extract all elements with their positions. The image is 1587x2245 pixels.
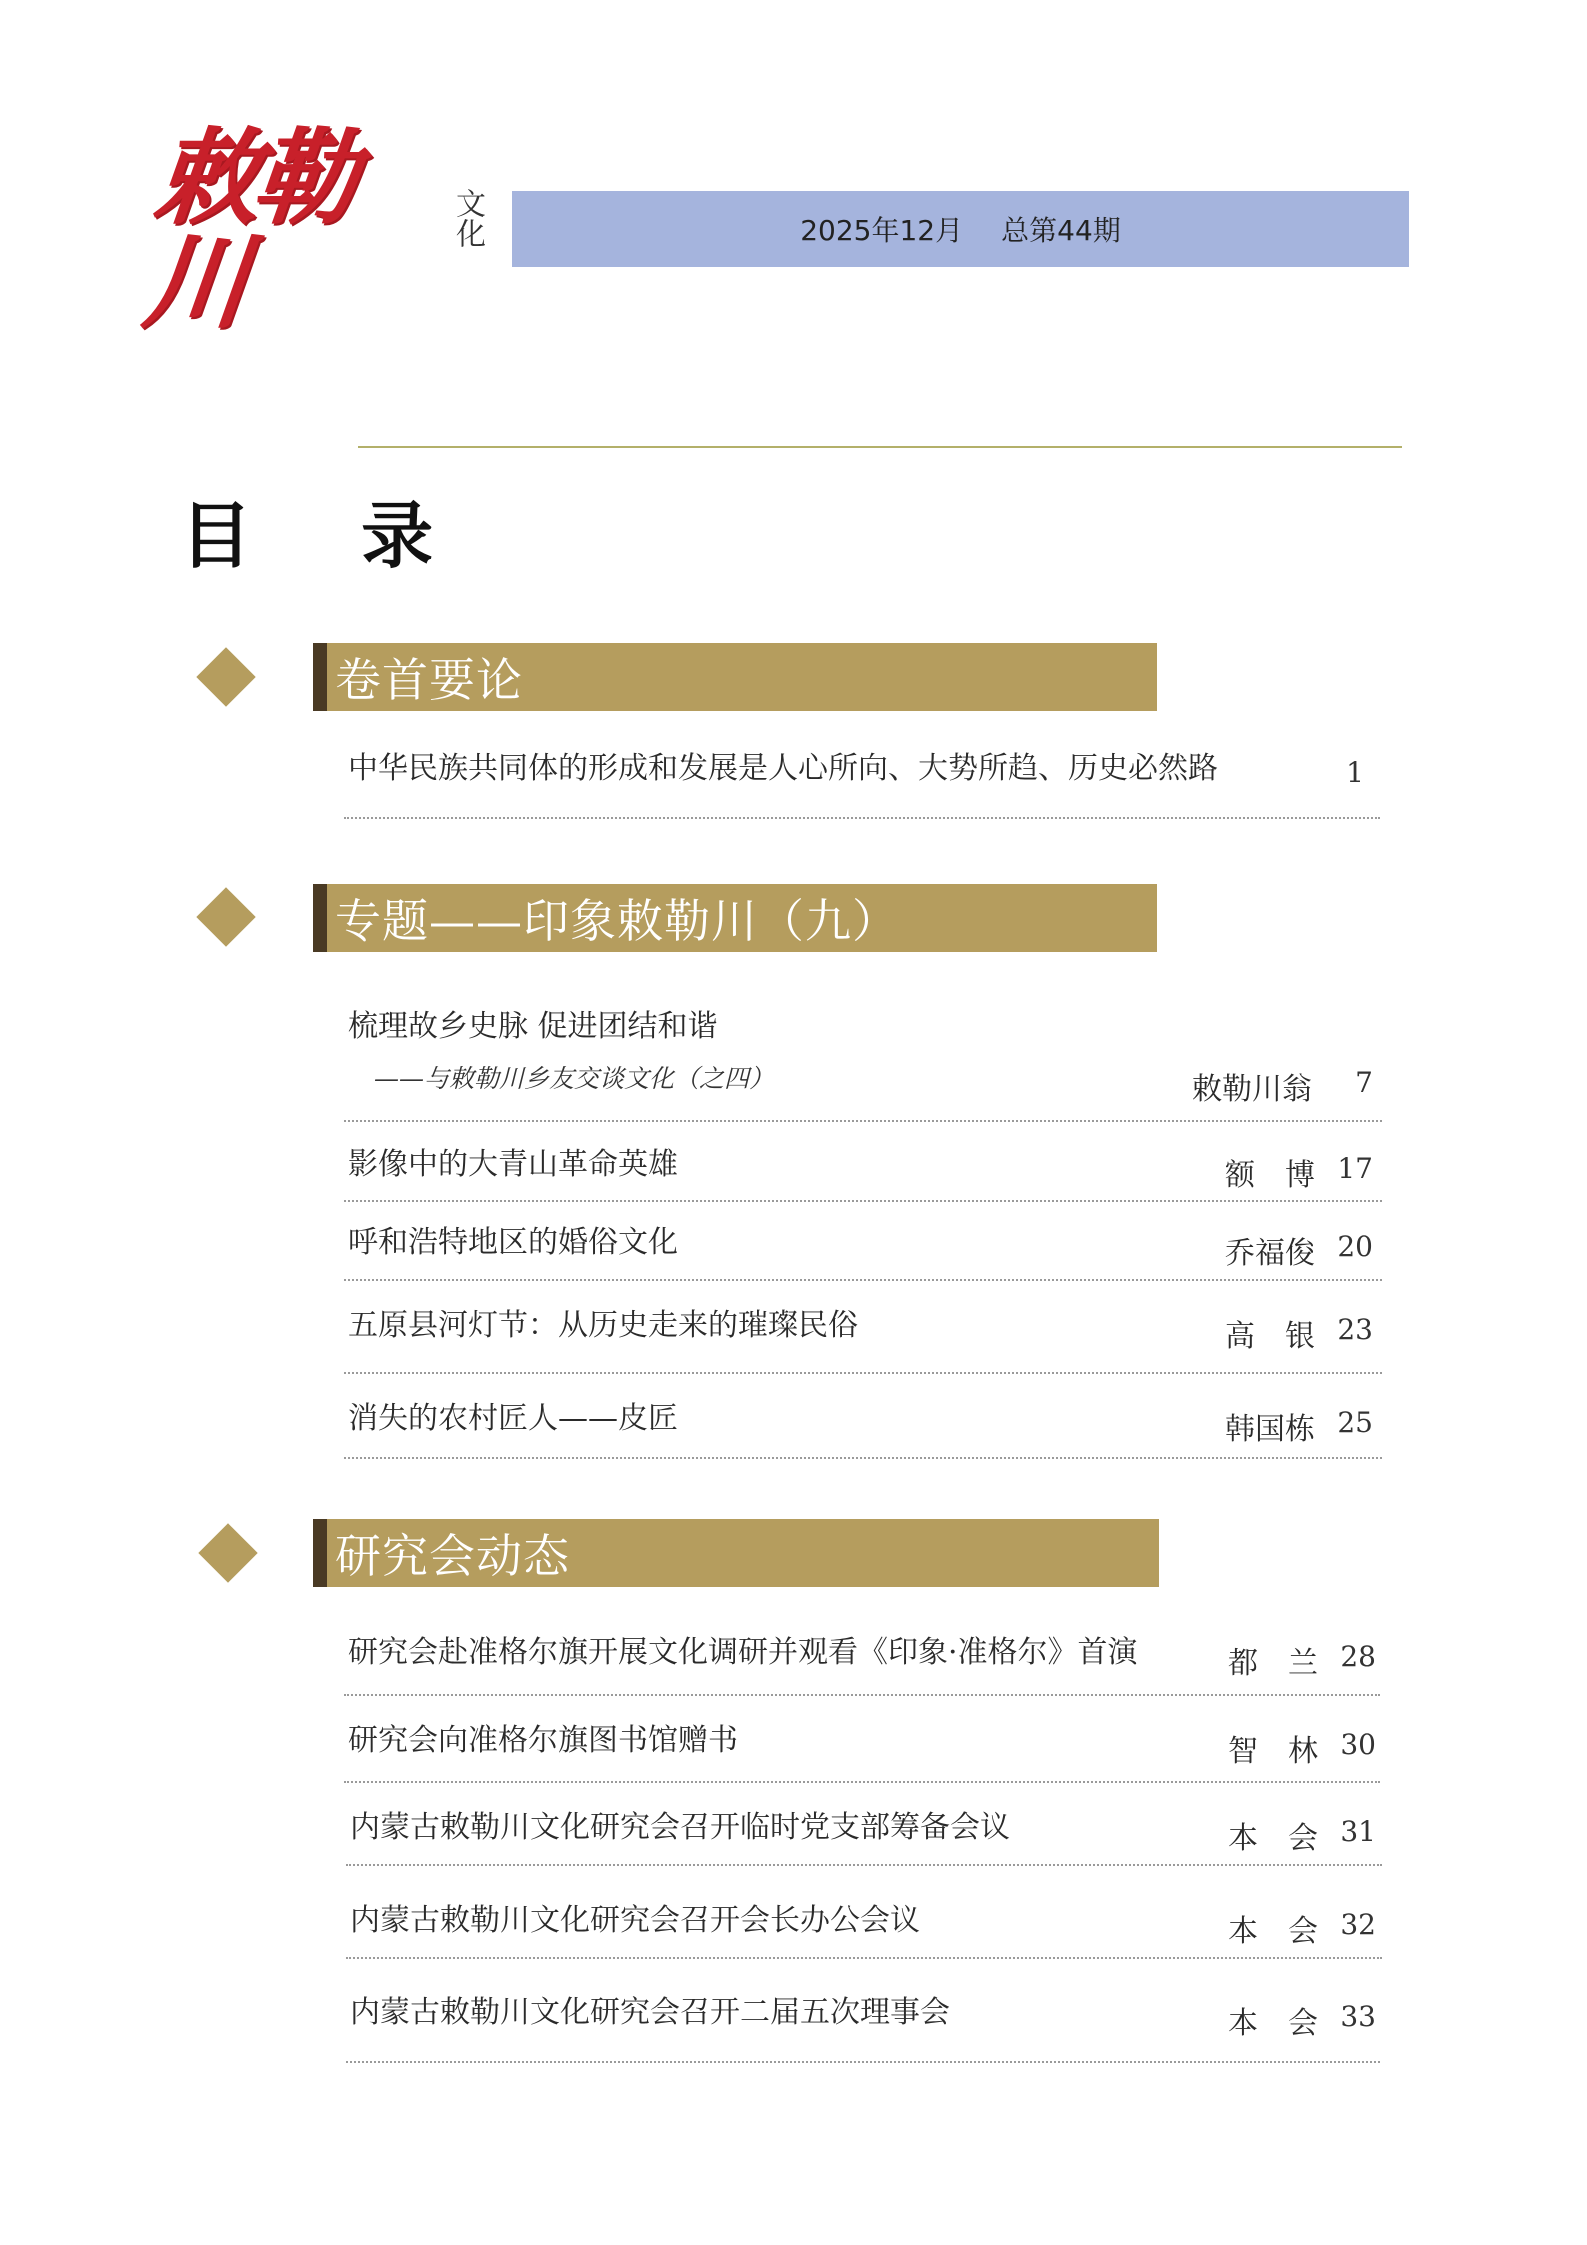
toc-entry-subtitle: ——与敕勒川乡友交谈文化（之四） <box>374 1064 775 1093</box>
section-diamond-icon <box>198 1523 257 1582</box>
toc-entry-title[interactable]: 梳理故乡史脉 促进团结和谐 <box>348 1009 718 1044</box>
section-header-3: 研究会动态 <box>313 1519 1159 1587</box>
magazine-logo: 敕勒川 <box>138 116 358 343</box>
toc-entry-author: 敕勒川翁 <box>1192 1072 1312 1107</box>
toc-entry-author: 本 会 <box>1228 1821 1318 1856</box>
issue-date: 2025年12月 <box>800 214 964 247</box>
toc-title: 目 录 <box>180 493 476 578</box>
toc-entry-author: 本 会 <box>1228 2006 1318 2041</box>
magazine-logo-subtitle: 文化 <box>450 188 485 248</box>
dotted-leader <box>344 1279 1382 1281</box>
section-diamond-icon <box>196 887 255 946</box>
toc-entry-author: 额 博 <box>1225 1158 1315 1193</box>
toc-entry-author: 乔福俊 <box>1225 1236 1315 1271</box>
toc-entry-page: 33 <box>1340 2000 1376 2033</box>
toc-entry-page: 28 <box>1340 1640 1376 1673</box>
toc-entry-page: 1 <box>1346 756 1364 789</box>
toc-entry-page: 32 <box>1340 1908 1376 1941</box>
toc-entry-page: 7 <box>1355 1066 1373 1099</box>
toc-entry-page: 25 <box>1337 1406 1373 1439</box>
toc-entry-page: 23 <box>1337 1313 1373 1346</box>
toc-entry-title[interactable]: 中华民族共同体的形成和发展是人心所向、大势所趋、历史必然路 <box>348 751 1218 786</box>
toc-entry-author: 本 会 <box>1228 1914 1318 1949</box>
toc-entry-title[interactable]: 内蒙古敕勒川文化研究会召开临时党支部筹备会议 <box>350 1810 1010 1845</box>
toc-entry-page: 31 <box>1340 1815 1376 1848</box>
toc-entry-title[interactable]: 影像中的大青山革命英雄 <box>348 1147 678 1182</box>
dotted-leader <box>344 1200 1382 1202</box>
toc-entry-author: 都 兰 <box>1228 1646 1318 1681</box>
toc-entry-title[interactable]: 内蒙古敕勒川文化研究会召开二届五次理事会 <box>350 1995 950 2030</box>
toc-entry-page: 30 <box>1340 1728 1376 1761</box>
issue-number: 总第44期 <box>1001 214 1121 247</box>
toc-entry-title[interactable]: 呼和浩特地区的婚俗文化 <box>348 1225 678 1260</box>
toc-entry-title[interactable]: 研究会向准格尔旗图书馆赠书 <box>348 1723 738 1758</box>
dotted-leader <box>344 817 1380 819</box>
toc-entry-title[interactable]: 消失的农村匠人——皮匠 <box>348 1401 678 1436</box>
dotted-leader <box>346 1864 1382 1866</box>
toc-entry-page: 20 <box>1337 1230 1373 1263</box>
toc-entry-author: 智 林 <box>1228 1734 1318 1769</box>
toc-entry-title[interactable]: 研究会赴准格尔旗开展文化调研并观看《印象·准格尔》首演 <box>348 1635 1138 1670</box>
issue-banner <box>512 191 1409 267</box>
dotted-leader <box>346 1957 1382 1959</box>
toc-entry-page: 17 <box>1337 1152 1373 1185</box>
toc-entry-title[interactable]: 内蒙古敕勒川文化研究会召开会长办公会议 <box>350 1903 920 1938</box>
section-header-2: 专题——印象敕勒川（九） <box>313 884 1157 952</box>
dotted-leader <box>344 1120 1382 1122</box>
header-divider <box>358 446 1402 448</box>
toc-entry-title[interactable]: 五原县河灯节：从历史走来的璀璨民俗 <box>348 1308 858 1343</box>
section-diamond-icon <box>196 647 255 706</box>
dotted-leader <box>344 1694 1380 1696</box>
section-header-1: 卷首要论 <box>313 643 1157 711</box>
dotted-leader <box>344 1372 1382 1374</box>
dotted-leader <box>344 1781 1380 1783</box>
toc-entry-author: 高 银 <box>1225 1319 1315 1354</box>
dotted-leader <box>346 2061 1380 2063</box>
toc-entry-author: 韩国栋 <box>1225 1412 1315 1447</box>
dotted-leader <box>344 1457 1382 1459</box>
